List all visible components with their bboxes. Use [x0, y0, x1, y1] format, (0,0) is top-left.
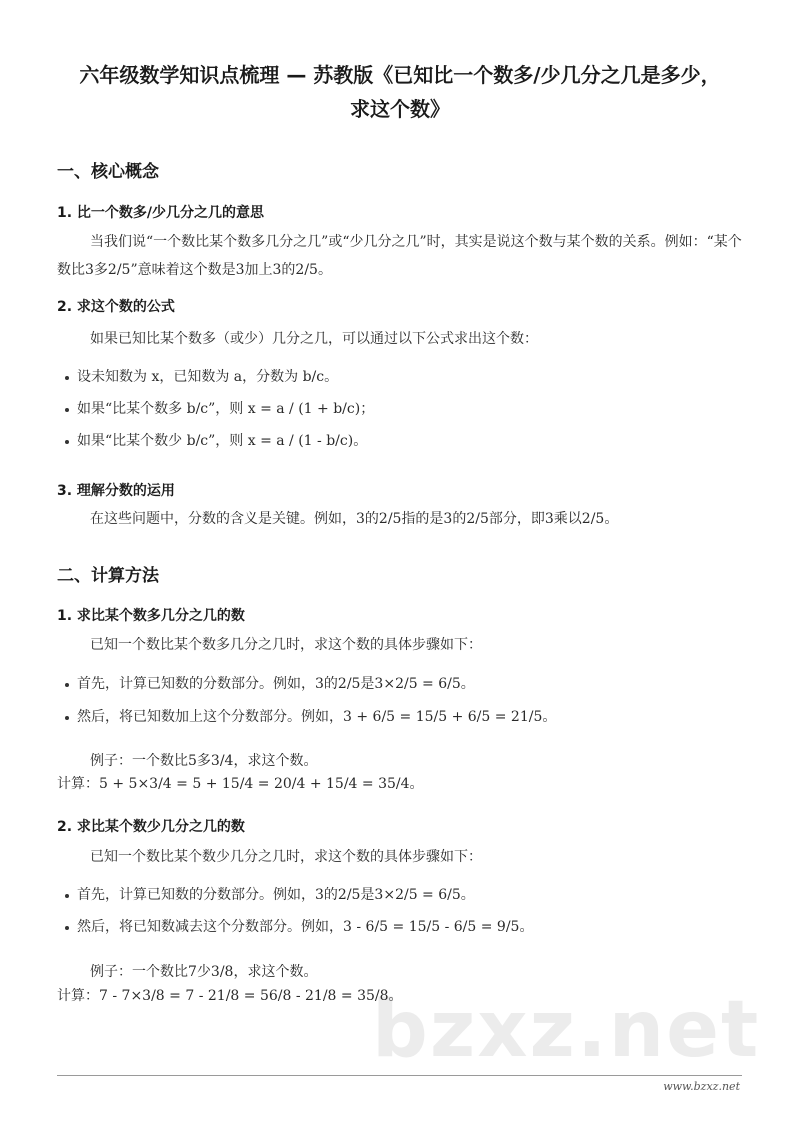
- calculation-less: 计算：7 - 7×3/8 = 7 - 21/8 = 56/8 - 21/8 = 35/8。: [57, 988, 403, 1004]
- subsection-heading-meaning: 1. 比一个数多/少几分之几的意思: [57, 205, 265, 221]
- list-item-more-2: 然后，将已知数加上这个分数部分。例如，3 + 6/5 = 15/5 + 6/5 = 21/5。: [77, 706, 556, 728]
- page-title: [40, 58, 760, 126]
- list-item-formula-1: 设未知数为 x，已知数为 a，分数为 b/c。: [77, 366, 338, 388]
- title-line-1: 六年级数学知识点梳理 — 苏教版《已知比一个数多/少几分之几是多少，: [79, 63, 721, 87]
- list-item-formula-3: 如果“比某个数少 b/c”，则 x = a / (1 - b/c)。: [77, 430, 367, 452]
- example-less: 例子：一个数比7少3/8，求这个数。: [90, 964, 318, 980]
- title-line-2: 求这个数》: [350, 97, 450, 121]
- list-item-less-2: 然后，将已知数减去这个分数部分。例如，3 - 6/5 = 15/5 - 6/5 = 9/5。: [77, 916, 533, 938]
- example-more: 例子：一个数比5多3/4，求这个数。: [90, 753, 318, 769]
- paragraph-less: 已知一个数比某个数少几分之几时，求这个数的具体步骤如下：: [90, 849, 482, 865]
- list-item-less-1: 首先，计算已知数的分数部分。例如，3的2/5是3×2/5 = 6/5。: [77, 884, 475, 906]
- calculation-more: 计算：5 + 5×3/4 = 5 + 15/4 = 20/4 + 15/4 = 35/4。: [57, 776, 424, 792]
- section-heading-calculation-methods: 二、计算方法: [57, 566, 159, 586]
- subsection-heading-less: 2. 求比某个数少几分之几的数: [57, 819, 245, 835]
- subsection-heading-fraction-usage: 3. 理解分数的运用: [57, 483, 175, 499]
- watermark: bzxz.net: [372, 985, 761, 1075]
- list-item-more-1: 首先，计算已知数的分数部分。例如，3的2/5是3×2/5 = 6/5。: [77, 673, 475, 695]
- paragraph-more: 已知一个数比某个数多几分之几时，求这个数的具体步骤如下：: [90, 637, 482, 653]
- paragraph-meaning: 当我们说“一个数比某个数多几分之几”或“少几分之几”时，其实是说这个数与某个数的关系。例如：“某个数比3多2/5”意味着这个数是3加上3的2/5。: [57, 234, 742, 278]
- subsection-heading-formula: 2. 求这个数的公式: [57, 299, 175, 315]
- footer-url: www.bzxz.net: [663, 1080, 740, 1093]
- paragraph-formula: 如果已知比某个数多（或少）几分之几，可以通过以下公式求出这个数：: [90, 331, 538, 347]
- subsection-heading-more: 1. 求比某个数多几分之几的数: [57, 608, 245, 624]
- list-item-formula-2: 如果“比某个数多 b/c”，则 x = a / (1 + b/c)；: [77, 398, 374, 420]
- footer-divider: [57, 1075, 742, 1076]
- section-heading-core-concepts: 一、核心概念: [57, 162, 159, 182]
- paragraph-fraction-usage: 在这些问题中，分数的含义是关键。例如，3的2/5指的是3的2/5部分，即3乘以2/5。: [90, 511, 619, 527]
